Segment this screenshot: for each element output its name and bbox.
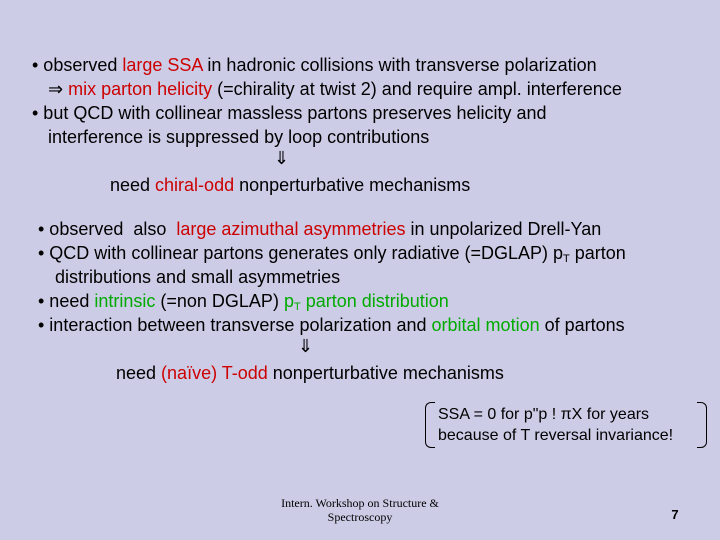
block1-conclusion <box>110 174 470 196</box>
subscript: T <box>563 253 570 265</box>
text: in unpolarized Drell-Yan <box>405 219 602 239</box>
down-arrow-icon: ⇓ <box>274 148 290 169</box>
note-line1: SSA = 0 for p"p ! πX for years <box>438 406 650 423</box>
block1-line4: interference is suppressed by loop contributions <box>48 127 430 147</box>
text: need <box>110 175 156 195</box>
text: • observed also <box>38 219 177 239</box>
highlight-intrinsic: intrinsic <box>94 291 156 311</box>
page-number: 7 <box>671 507 679 522</box>
highlight-chiral-odd: chiral-odd <box>155 175 235 195</box>
footer-line2: Spectroscopy <box>327 510 393 524</box>
highlight-pt-distribution <box>284 291 449 311</box>
block2-line4 <box>38 290 449 312</box>
highlight-orbital-motion: orbital motion <box>431 315 540 335</box>
left-bracket <box>425 402 435 448</box>
text: parton <box>569 243 626 263</box>
footer <box>255 496 465 524</box>
subscript: T <box>293 301 301 313</box>
text: • QCD with collinear partons generates only radiative (=DGLAP) p <box>38 243 564 263</box>
block2-line2 <box>38 242 626 264</box>
highlight-large-ssa: large SSA <box>122 55 203 75</box>
implies-arrow-icon: ⇒ <box>48 79 64 100</box>
text: nonperturbative mechanisms <box>267 363 504 383</box>
text: nonperturbative mechanisms <box>234 175 471 195</box>
text: in hadronic collisions with transverse polarization <box>202 55 597 75</box>
text: of partons <box>539 315 625 335</box>
footer-line1: Intern. Workshop on Structure & <box>281 496 439 510</box>
highlight-t-odd: (naïve) T-odd <box>161 363 268 383</box>
text: • observed <box>32 55 123 75</box>
block2-line3: distributions and small asymmetries <box>55 267 341 287</box>
text: (=chirality at twist 2) and require ampl. interference <box>212 79 622 99</box>
highlight-mix-parton-helicity: mix parton helicity <box>63 79 213 99</box>
block1-line2 <box>48 78 622 101</box>
right-bracket <box>697 402 707 448</box>
note-line2: because of T reversal invariance! <box>438 427 674 444</box>
text: parton distribution <box>300 291 449 311</box>
down-arrow-icon: ⇓ <box>298 336 314 357</box>
note-text <box>438 404 673 446</box>
text: (=non DGLAP) <box>155 291 284 311</box>
ssa-note <box>425 400 707 450</box>
text: need <box>116 363 162 383</box>
block2-line5 <box>38 314 625 336</box>
text: • interaction between transverse polarization and <box>38 315 432 335</box>
block1-line3: • but QCD with collinear massless partons preserves helicity and <box>32 103 547 123</box>
block1-line1 <box>32 54 597 76</box>
text: p <box>283 291 294 311</box>
block2-line1 <box>38 218 601 240</box>
text: • need <box>38 291 95 311</box>
highlight-azimuthal-asymmetries: large azimuthal asymmetries <box>176 219 406 239</box>
block2-conclusion <box>116 362 504 384</box>
